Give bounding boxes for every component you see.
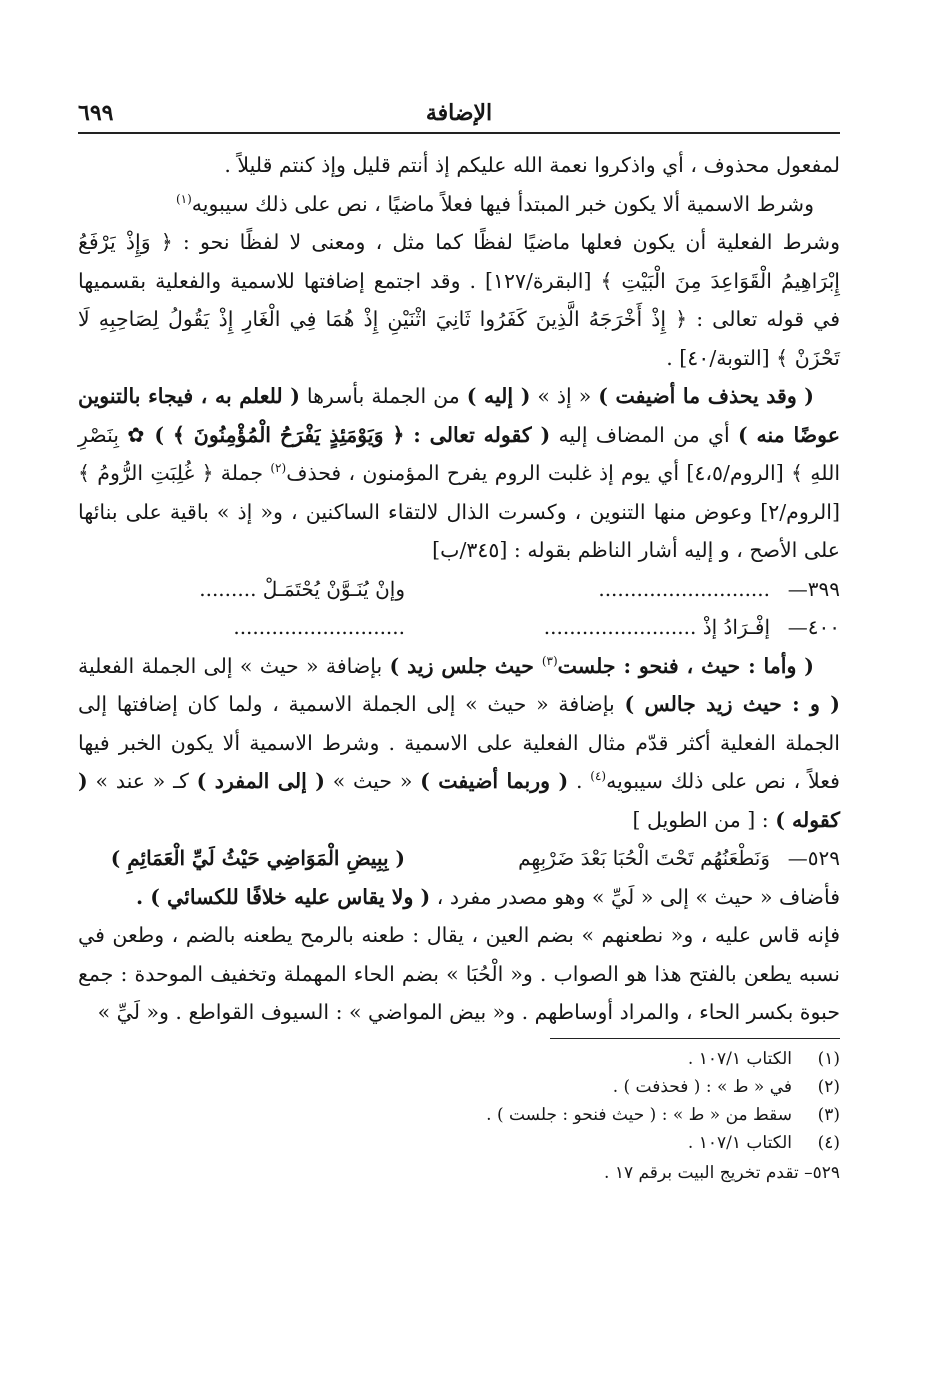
matn-text: ( إليه ) <box>466 384 531 408</box>
paragraph-3 <box>78 223 840 377</box>
footnote-ref-1[interactable]: (١) <box>175 191 192 206</box>
commentary-text: « حيث » <box>324 769 421 793</box>
matn-text: ( ولا يقاس عليه خلافًا للكسائي ) . <box>135 884 431 909</box>
paragraph-7 <box>78 916 840 1032</box>
commentary-text: « إذ » <box>530 384 599 408</box>
paragraph-2-text: وشرط الاسمية ألا يكون خبر المبتدأ فيها فعلاً ماضيًا ، نص على ذلك سيبويه <box>191 191 814 216</box>
verse-second-hemistich: ........................... <box>233 615 405 639</box>
matn-text: ( كقوله ) <box>78 769 840 832</box>
footnote-text: الكتاب ١٠٧/١ . <box>687 1132 792 1153</box>
commentary-text: ✿ بِنَصْرِ اللهِ ﴾ [الروم/٤،٥] أي يوم إذ غلبت الروم يفرح المؤمنون ، فحذف <box>78 422 841 485</box>
verse-first-hemistich: وَنَطْعَنُهُم تَحْتَ الْحُبَا بَعْدَ ضَرْبِهِم <box>518 846 770 870</box>
verse-second-hemistich: ( بِبِيضِ الْمَوَاضِي حَيْثُ لَيِّ الْعَمَائِمِ ) <box>110 846 405 870</box>
matn-text: ( وربما أضيفت ) <box>420 769 569 793</box>
paragraph-3-text: وشرط الفعلية أن يكون فعلها ماضيًا لفظًا كما مثل ، ومعنى لا لفظًا نحو : ﴿ وَإِذْ يَرْفَعُ إِبْرَاهِيمُ الْقَوَاعِدَ مِنَ الْبَيْتِ ﴾ [البقرة/١٢٧] . وقد اجتمع إضافتها للاسمية والفعلية بقسميها في قوله تعالى : ﴿ إِذْ أَخْرَجَهُ الَّذِينَ كَفَرُوا ثَانِيَ اثْنَيْنِ إِذْ هُمَا فِي الْغَارِ إِذْ يَقُولُ لِصَاحِبِهِ لَا تَحْزَنْ ﴾ [التوبة/٤٠] . <box>78 230 841 370</box>
commentary-text: بإضافة « حيث » إلى الجملة الفعلية <box>78 653 390 678</box>
running-header <box>78 96 840 134</box>
commentary-text: أي من المضاف إليه <box>550 422 738 447</box>
commentary-text: جملة ﴿ غُلِبَتِ الرُّومُ ﴾ [الروم/٢] وعوض منها التنوين ، وكسرت الذال لالتقاء الساكنين ، و« إذ » باقية على بنائها على الأصح ، و إليه أشار الناظم بقوله : [٣٤٥/ب] <box>78 461 840 562</box>
paragraph-4 <box>78 377 840 570</box>
paragraph-1 <box>78 146 840 185</box>
verse-second-hemistich: وإنْ يُنَـوَّنْ يُحْتَمَـلْ ......... <box>199 576 405 601</box>
footnote-text: الكتاب ١٠٧/١ . <box>687 1048 792 1069</box>
footnote-ref-2[interactable]: (٢) <box>270 461 287 476</box>
footnote-2 <box>78 1073 840 1101</box>
footnote-text: سقط من « ط » : ( حيث فنحو : جلست ) . <box>486 1104 792 1125</box>
book-page <box>78 96 840 1187</box>
footnote-number: (٤) <box>817 1132 840 1153</box>
commentary-text: . <box>568 769 591 793</box>
commentary-text: من الجملة بأسرها <box>299 384 467 408</box>
verse-400 <box>78 608 840 647</box>
footnote-1 <box>78 1045 840 1073</box>
paragraph-5 <box>78 647 840 840</box>
verse-number: ٤٠٠— <box>787 615 840 639</box>
verse-399 <box>78 570 840 609</box>
commentary-text: بإضافة « حيث » إلى الجملة الاسمية ، ولما كان إضافتها إلى الجملة الفعلية أكثر قدّم مثال الفعلية على الاسمية . وشرط الاسمية ألا يكون الخبر فيها فعلاً ، نص على ذلك سيبويه <box>78 692 840 793</box>
verse-first-hemistich: إفْـرَادُ إذْ ........................ <box>543 615 770 639</box>
verse-source-note: ٥٢٩– تقدم تخريج البيت برقم ١٧ . <box>604 1162 840 1183</box>
verse-number: ٥٢٩— <box>787 846 840 870</box>
footnote-number: (١) <box>817 1048 840 1069</box>
verse-number: ٣٩٩— <box>787 576 840 601</box>
matn-text: ( وأما : حيث ، فنحو : جلست <box>557 653 814 678</box>
chapter-title: الإضافة <box>425 100 493 126</box>
matn-text: ( كقوله تعالى : ﴿ وَيَوْمَئِذٍ يَفْرَحُ الْمُؤْمِنُونَ ﴾ ) <box>154 422 551 447</box>
footnote-ref-4[interactable]: (٤) <box>590 769 607 784</box>
commentary-text: كـ « عند » <box>87 769 197 793</box>
footnote-4 <box>78 1129 840 1157</box>
commentary-text: فإنه قاس عليه ، و« نطعنهم » بضم العين ، يقال : طعنه بالرمح يطعنه بالضم ، وطعن في نسبه يطعن بالفتح هذا هو الصواب . و« الْحُبَا » بضم الحاء المهملة وتخفيف الموحدة : جمع حبوة بكسر الحاء ، والمراد أوساطهم . و« بيض المواضي » : السيوف القواطع . و« لَيِّ » <box>78 923 840 1024</box>
footnote-number: (٢) <box>817 1076 840 1097</box>
paragraph-2 <box>78 185 840 224</box>
matn-text: ( إلى المفرد ) <box>196 769 325 793</box>
page-number: ٦٩٩ <box>78 100 114 126</box>
commentary-text: : [ من الطويل ] <box>632 807 776 832</box>
matn-text: ( و : حيث زيد جالس ) <box>624 692 840 716</box>
footnote-number: (٣) <box>817 1104 840 1125</box>
verse-first-hemistich: ........................... <box>598 576 770 601</box>
footnote-divider <box>550 1038 840 1039</box>
footnote-3 <box>78 1101 840 1129</box>
matn-text: حيث جلس زيد ) <box>389 653 542 678</box>
matn-text: ( وقد يحذف ما أضيفت ) <box>598 384 815 408</box>
footnote-text: في « ط » : ( فحذفت ) . <box>612 1076 792 1097</box>
matn-text: ( للعلم به ، فيجاء بالتنوين عوضًا منه ) <box>78 384 840 447</box>
verse-529 <box>78 839 840 878</box>
paragraph-6 <box>78 878 840 917</box>
footnote-ref-3[interactable]: (٣) <box>541 653 558 668</box>
commentary-text: فأضاف « حيث » إلى « لَيِّ » وهو مصدر مفرد ، <box>430 884 840 909</box>
footnotes <box>78 1045 840 1187</box>
main-text <box>78 146 840 1032</box>
paragraph-1-text: لمفعول محذوف ، أي واذكروا نعمة الله عليكم إذ أنتم قليل وإذ كنتم قليلاً . <box>224 153 840 177</box>
